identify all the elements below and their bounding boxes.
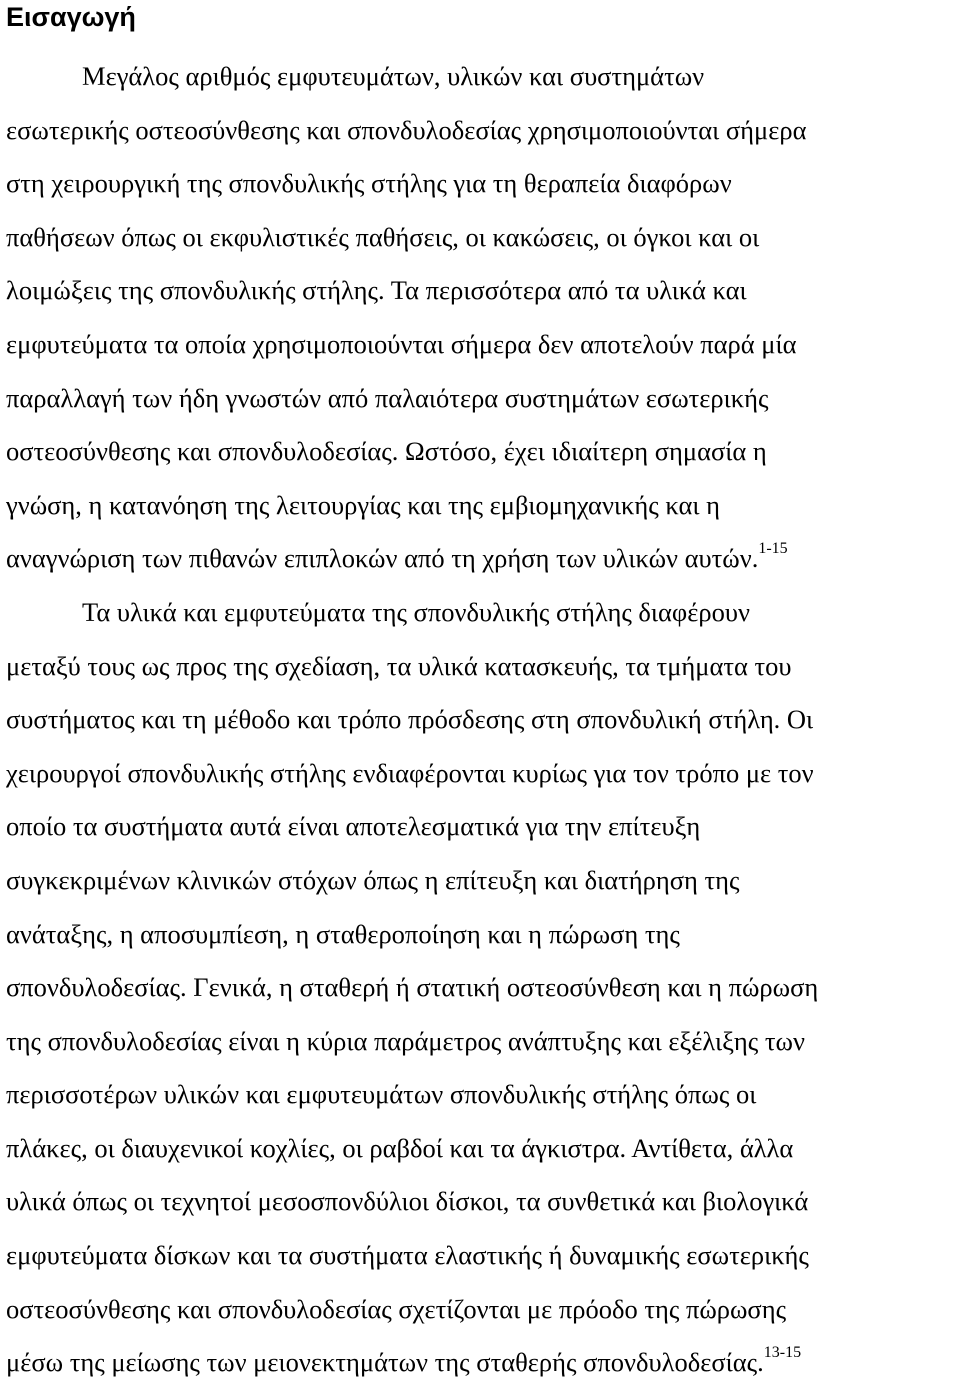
paragraph-last-line	[6, 1336, 956, 1390]
paragraph-line: λοιμώξεις της σπονδυλικής στήλης. Τα περισσότερα από τα υλικά και	[6, 275, 747, 306]
paragraph-implants	[6, 586, 956, 1390]
paragraph-line-text: αναγνώριση των πιθανών επιπλοκών από τη χρήση των υλικών αυτών.	[6, 543, 759, 574]
section-heading: Εισαγωγή	[6, 2, 136, 32]
paragraph-line: ανάταξης, η αποσυμπίεση, η σταθεροποίηση και η πώρωση της	[6, 918, 680, 949]
paragraph-line: πλάκες, οι διαυχενικοί κοχλίες, οι ραβδοί και τα άγκιστρα. Αντίθετα, άλλα	[6, 1132, 794, 1163]
paragraph-line: συστήματος και τη μέθοδο και τρόπο πρόσδεσης στη σπονδυλική στήλη. Οι	[6, 704, 814, 735]
paragraph-line: στη χειρουργική της σπονδυλικής στήλης για τη θεραπεία διαφόρων	[6, 168, 732, 199]
paragraph-line: συγκεκριμένων κλινικών στόχων όπως η επίτευξη και διατήρηση της	[6, 864, 740, 895]
paragraph-line: χειρουργοί σπονδυλικής στήλης ενδιαφέρονται κυρίως για τον τρόπο με τον	[6, 757, 814, 788]
paragraph-line: περισσοτέρων υλικών και εμφυτευμάτων σπονδυλικής στήλης όπως οι	[6, 1079, 757, 1110]
citation-superscript: 1-15	[758, 540, 788, 558]
paragraph-line: Τα υλικά και εμφυτεύματα της σπονδυλικής στήλης διαφέρουν	[82, 596, 750, 627]
document-page	[6, 0, 956, 1390]
paragraph-line: εμφυτεύματα τα οποία χρησιμοποιούνται σήμερα δεν αποτελούν παρά μία	[6, 328, 797, 359]
paragraph-line: γνώση, η κατανόηση της λειτουργίας και της εμβιομηχανικής και η	[6, 489, 720, 520]
paragraph-line: οποίο τα συστήματα αυτά είναι αποτελεσματικά για την επίτευξη	[6, 811, 701, 842]
paragraph-line-text: μέσω της μείωσης των μειονεκτημάτων της σταθερής σπονδυλοδεσίας.	[6, 1347, 764, 1378]
paragraph-line: οστεοσύνθεσης και σπονδυλοδεσίας. Ωστόσο, έχει ιδιαίτερη σημασία η	[6, 436, 767, 467]
paragraph-line: εσωτερικής οστεοσύνθεσης και σπονδυλοδεσίας χρησιμοποιούνται σήμερα	[6, 114, 807, 145]
paragraph-line: Μεγάλος αριθμός εμφυτευμάτων, υλικών και συστημάτων	[82, 61, 705, 91]
paragraph-introduction	[6, 50, 956, 586]
paragraph-line: εμφυτεύματα δίσκων και τα συστήματα ελαστικής ή δυναμικής εσωτερικής	[6, 1240, 809, 1271]
citation-superscript: 13-15	[763, 1344, 802, 1362]
paragraph-last-line	[6, 532, 956, 586]
paragraph-line: σπονδυλοδεσίας. Γενικά, η σταθερή ή στατική οστεοσύνθεση και η πώρωση	[6, 972, 819, 1003]
paragraph-line: παραλλαγή των ήδη γνωστών από παλαιότερα συστημάτων εσωτερικής	[6, 382, 769, 413]
paragraph-line: παθήσεων όπως οι εκφυλιστικές παθήσεις, οι κακώσεις, οι όγκοι και οι	[6, 221, 760, 252]
paragraph-line: οστεοσύνθεσης και σπονδυλοδεσίας σχετίζονται με πρόοδο της πώρωσης	[6, 1293, 787, 1324]
paragraph-line: μεταξύ τους ως προς της σχεδίαση, τα υλικά κατασκευής, τα τμήματα του	[6, 650, 792, 681]
paragraph-line: υλικά όπως οι τεχνητοί μεσοσπονδύλιοι δίσκοι, τα συνθετικά και βιολογικά	[6, 1186, 809, 1217]
paragraph-line: της σπονδυλοδεσίας είναι η κύρια παράμετρος ανάπτυξης και εξέλιξης των	[6, 1025, 805, 1056]
